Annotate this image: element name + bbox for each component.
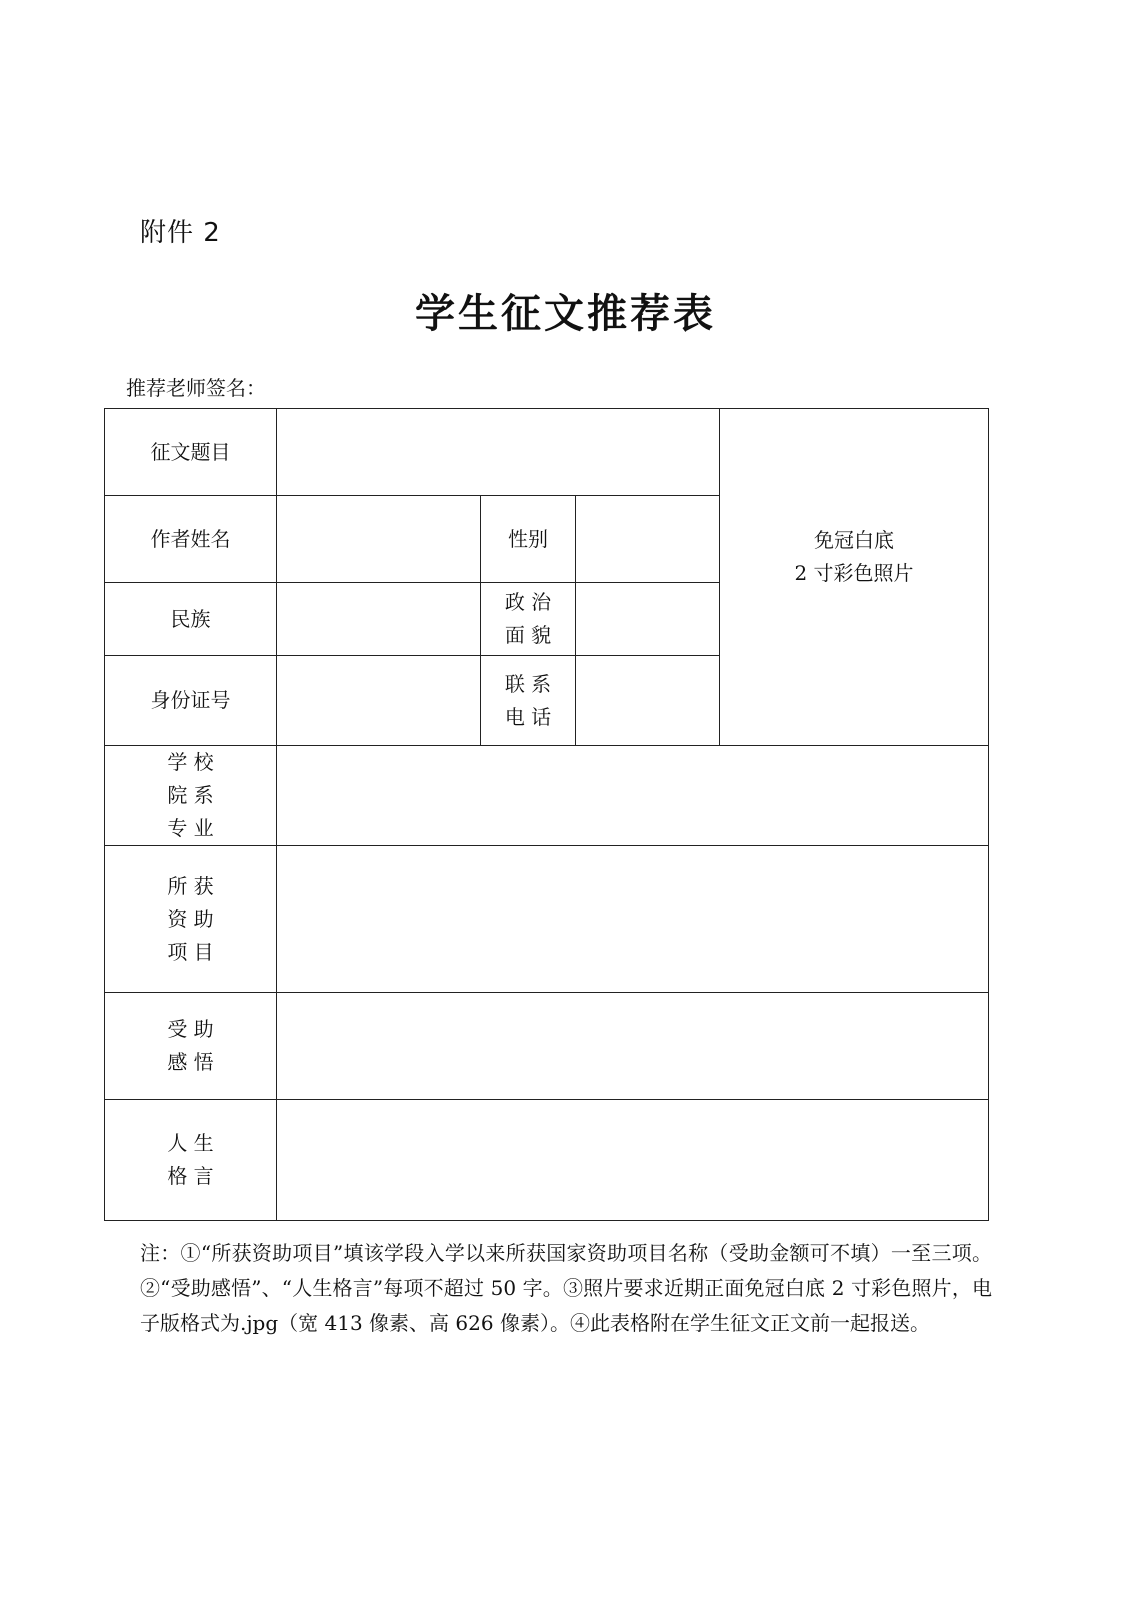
school-label-line3: 专 业 [167, 816, 214, 840]
photo-box[interactable] [720, 409, 989, 746]
phone-label-line2: 电 话 [504, 704, 552, 729]
motto-label-line2: 格 言 [167, 1164, 214, 1188]
political-status-label-line2: 面 貌 [504, 623, 552, 647]
phone-label-line1: 联 系 [504, 671, 552, 696]
ethnicity-field[interactable] [277, 583, 481, 656]
photo-label-line2: 2 寸彩色照片 [794, 561, 914, 585]
motto-label [105, 1100, 277, 1221]
school-field[interactable] [277, 746, 989, 846]
aid-projects-label-line3: 项 目 [167, 939, 214, 964]
reflection-label-line2: 感 悟 [167, 1050, 214, 1074]
political-status-label [481, 583, 576, 656]
school-label-line2: 院 系 [167, 783, 214, 807]
recommendation-form [104, 408, 989, 1221]
reflection-field[interactable] [277, 993, 989, 1100]
id-number-label: 身份证号 [105, 656, 277, 746]
form-title: 学生征文推荐表 [415, 290, 716, 337]
teacher-signature-label: 推荐老师签名： [126, 376, 266, 400]
political-status-field[interactable] [576, 583, 720, 656]
gender-field[interactable] [576, 496, 720, 583]
aid-projects-label-line1: 所 获 [167, 873, 214, 898]
id-number-field[interactable] [277, 656, 481, 746]
gender-label: 性别 [481, 496, 576, 583]
phone-label [481, 656, 576, 746]
political-status-label-line1: 政 治 [504, 590, 552, 614]
author-name-field[interactable] [277, 496, 481, 583]
essay-title-label: 征文题目 [105, 409, 277, 496]
ethnicity-label: 民族 [105, 583, 277, 656]
reflection-label-line1: 受 助 [167, 1017, 214, 1041]
aid-projects-field[interactable] [277, 846, 989, 993]
attachment-label: 附件 2 [140, 218, 221, 248]
motto-field[interactable] [277, 1100, 989, 1221]
motto-label-line1: 人 生 [167, 1131, 214, 1155]
school-label-line1: 学 校 [167, 750, 214, 774]
aid-projects-label [105, 846, 277, 993]
school-label [105, 746, 277, 846]
photo-label-line1: 免冠白底 [814, 528, 895, 552]
aid-projects-label-line2: 资 助 [167, 906, 214, 931]
essay-title-field[interactable] [277, 409, 720, 496]
reflection-label [105, 993, 277, 1100]
author-name-label: 作者姓名 [105, 496, 277, 583]
phone-field[interactable] [576, 656, 720, 746]
form-note: 注：①“所获资助项目”填该学段入学以来所获国家资助项目名称（受助金额可不填）一至三项。 ②“受助感悟”、“人生格言”每项不超过 50 字。③照片要求近期正面免冠白底 2 寸彩色照片，电子版格式为.jpg（宽 413 像素、高 626 像素）。④此表格附在学生征文正文前一起报送。 [140, 1241, 992, 1335]
